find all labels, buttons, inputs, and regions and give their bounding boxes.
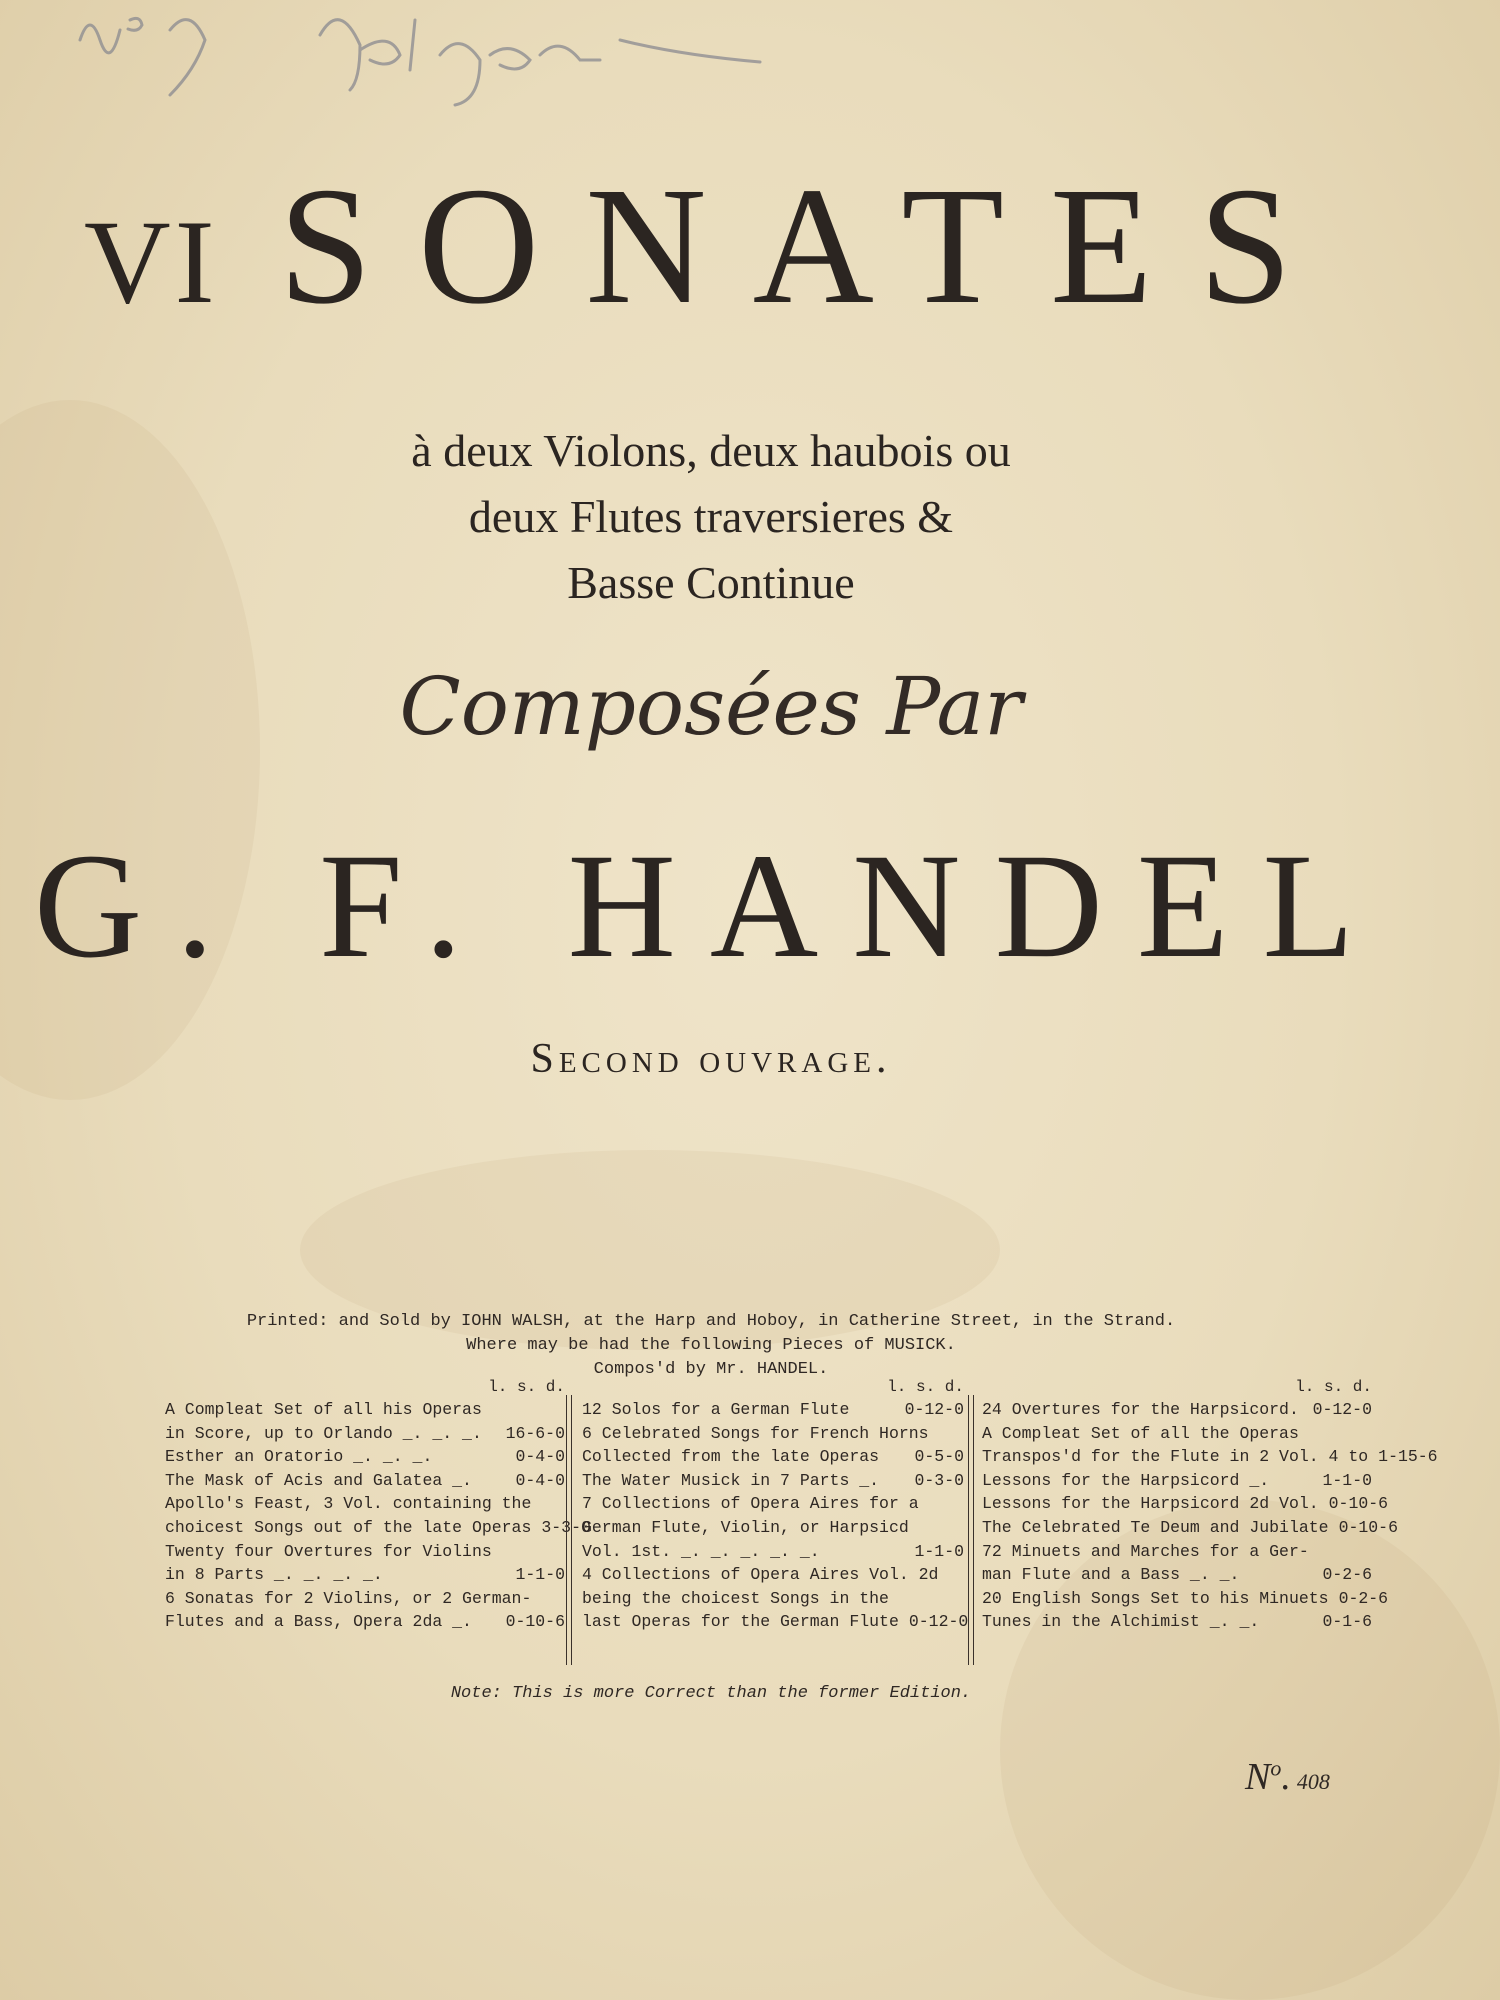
opus-label: Second ouvrage. xyxy=(530,1036,892,1082)
catalogue-item-title: A Compleat Set of all the Operas xyxy=(982,1423,1299,1443)
catalogue-item-title: The Celebrated Te Deum and Jubilate xyxy=(982,1517,1329,1537)
catalogue-item xyxy=(982,1398,1372,1422)
catalogue-item-title: Esther an Oratorio _. _. _. xyxy=(165,1447,433,1467)
catalogue-item-price: 0-10-6 xyxy=(505,1612,565,1632)
catalogue-item xyxy=(582,1422,964,1446)
catalogue-item-price: 0-12-0 xyxy=(904,1400,964,1419)
catalogue-item-title: 7 Collections of Opera Aires for a xyxy=(582,1494,919,1514)
imprint-line-1: Printed: and Sold by IOHN WALSH, at the Harp and Hoboy, in Catherine Street, in the Strand. xyxy=(246,1312,1176,1331)
plate-number: $N^o$. 408 xyxy=(1245,1755,1330,1798)
catalogue-item xyxy=(165,1469,565,1493)
catalogue-item-title: in 8 Parts _. _. _. _. xyxy=(165,1565,383,1585)
plate-label: N xyxy=(1245,1756,1271,1798)
catalogue-item xyxy=(982,1469,1372,1493)
title-main: SONATES xyxy=(278,153,1339,339)
catalogue-item xyxy=(582,1492,964,1516)
catalogue-item-title: 72 Minuets and Marches for a Ger- xyxy=(982,1541,1309,1561)
catalogue-item-title: A Compleat Set of all his Operas xyxy=(165,1400,482,1419)
composed-by: Composées Par xyxy=(399,660,1023,753)
catalogue-item xyxy=(165,1445,565,1469)
price-header: l. s. d. xyxy=(1295,1378,1372,1396)
catalogue-item xyxy=(982,1540,1372,1564)
catalogue-item-title: 4 Collections of Opera Aires Vol. 2d xyxy=(582,1565,939,1585)
catalogue-item-price: 1-1-0 xyxy=(914,1541,964,1561)
imprint-line-3: Compos'd by Mr. HANDEL. xyxy=(593,1360,829,1379)
catalogue-item xyxy=(165,1587,565,1611)
catalogue-item xyxy=(982,1610,1372,1634)
catalogue-item-title: man Flute and a Bass _. _. xyxy=(982,1565,1240,1585)
catalogue-item xyxy=(165,1422,565,1446)
catalogue-item xyxy=(165,1398,565,1422)
title-prefix: VI xyxy=(83,195,219,328)
catalogue-item-title: 24 Overtures for the Harpsicord. xyxy=(982,1400,1299,1419)
catalogue-item-title: 12 Solos for a German Flute xyxy=(582,1400,850,1419)
catalogue-item-price: 0-2-6 xyxy=(1338,1588,1389,1608)
catalogue-item-title: Apollo's Feast, 3 Vol. containing the xyxy=(165,1494,532,1514)
catalogue-item-title: Lessons for the Harpsicord _. xyxy=(982,1470,1270,1490)
catalogue-item xyxy=(982,1422,1372,1446)
catalogue-item-price: 0-3-0 xyxy=(914,1470,964,1490)
column-rule xyxy=(566,1395,572,1665)
catalogue-item-title: Flutes and a Bass, Opera 2da _. xyxy=(165,1612,472,1632)
catalogue-item xyxy=(982,1587,1389,1611)
catalogue-item-title: in Score, up to Orlando _. _. _. xyxy=(165,1423,482,1443)
catalogue-item-title: choicest Songs out of the late Operas xyxy=(165,1517,532,1537)
catalogue-item xyxy=(582,1398,964,1422)
catalogue-item-title: Collected from the late Operas xyxy=(582,1447,880,1467)
composer-name: G. F. HANDEL xyxy=(33,823,1389,989)
catalogue-right xyxy=(982,1378,1438,1634)
catalogue-item-title: Lessons for the Harpsicord 2d Vol. xyxy=(982,1494,1319,1514)
catalogue-item-price: 0-1-6 xyxy=(1322,1612,1372,1632)
catalogue-item xyxy=(982,1445,1438,1469)
catalogue-item-title: The Water Musick in 7 Parts _. xyxy=(582,1470,880,1490)
price-header: l. s. d. xyxy=(887,1378,964,1396)
catalogue-item xyxy=(582,1563,964,1587)
plate-number-value: 408 xyxy=(1296,1769,1330,1794)
catalogue-item-price: 1-1-0 xyxy=(1322,1470,1372,1490)
catalogue-item-price: 1-1-0 xyxy=(515,1565,565,1585)
catalogue-item-title: being the choicest Songs in the xyxy=(582,1588,889,1608)
subtitle-line-1: à deux Violons, deux haubois ou xyxy=(411,425,1011,476)
catalogue-item-title: German Flute, Violin, or Harpsicd xyxy=(582,1517,909,1537)
price-header: l. s. d. xyxy=(488,1378,565,1396)
catalogue-item-title: Tunes in the Alchimist _. _. xyxy=(982,1612,1260,1632)
subtitle-line-2: deux Flutes traversieres & xyxy=(468,491,954,542)
catalogue-item xyxy=(165,1516,591,1540)
catalogue-middle xyxy=(582,1378,969,1634)
catalogue-item-title: 6 Sonatas for 2 Violins, or 2 German- xyxy=(165,1588,532,1608)
title xyxy=(0,150,1422,343)
plate-label-sup: o xyxy=(1270,1755,1282,1781)
catalogue-item xyxy=(982,1516,1398,1540)
catalogue-item-title: Vol. 1st. _. _. _. _. _. xyxy=(582,1541,820,1561)
catalogue-item-price: 0-12-0 xyxy=(1312,1400,1372,1419)
edition-note: Note: This is more Correct than the former Edition. xyxy=(450,1684,972,1703)
catalogue-item-price: 0-4-0 xyxy=(515,1470,565,1490)
catalogue-item-price: 1-15-6 xyxy=(1378,1447,1438,1467)
catalogue-item xyxy=(582,1587,964,1611)
catalogue-item-price: 0-2-6 xyxy=(1322,1565,1372,1585)
catalogue-item xyxy=(582,1610,969,1634)
catalogue-item-title: last Operas for the German Flute xyxy=(582,1612,899,1632)
catalogue-item xyxy=(165,1540,565,1564)
catalogue-item xyxy=(982,1492,1389,1516)
catalogue-item xyxy=(982,1563,1372,1587)
catalogue-item-price: 0-10-6 xyxy=(1328,1494,1389,1514)
catalogue-item-title: Transpos'd for the Flute in 2 Vol. 4 to xyxy=(982,1447,1369,1467)
catalogue-item xyxy=(165,1492,565,1516)
catalogue-item-price: 0-5-0 xyxy=(914,1447,964,1467)
catalogue-item-price: 3-3-0 xyxy=(541,1517,591,1537)
catalogue-item-price: 0-10-6 xyxy=(1338,1517,1398,1537)
catalogue-item-title: Twenty four Overtures for Violins xyxy=(165,1541,492,1561)
catalogue-item-title: The Mask of Acis and Galatea _. xyxy=(165,1470,472,1490)
subtitle-line-3: Basse Continue xyxy=(567,557,855,608)
catalogue-item-title: 20 English Songs Set to his Minuets xyxy=(982,1588,1329,1608)
catalogue-item-title: 6 Celebrated Songs for French Horns xyxy=(582,1423,929,1443)
catalogue-item xyxy=(582,1445,964,1469)
catalogue-item xyxy=(582,1540,964,1564)
catalogue-item xyxy=(165,1610,565,1634)
catalogue-item xyxy=(582,1516,964,1540)
catalogue-item xyxy=(582,1469,964,1493)
imprint-line-2: Where may be had the following Pieces of MUSICK. xyxy=(466,1336,956,1355)
column-rule xyxy=(968,1395,974,1665)
catalogue-item-price: 16-6-0 xyxy=(505,1423,565,1443)
catalogue-item-price: 0-4-0 xyxy=(515,1447,565,1467)
catalogue-left xyxy=(165,1378,591,1634)
catalogue-item-price: 0-12-0 xyxy=(908,1612,969,1632)
pencil-inscription xyxy=(60,0,780,120)
catalogue-item xyxy=(165,1563,565,1587)
